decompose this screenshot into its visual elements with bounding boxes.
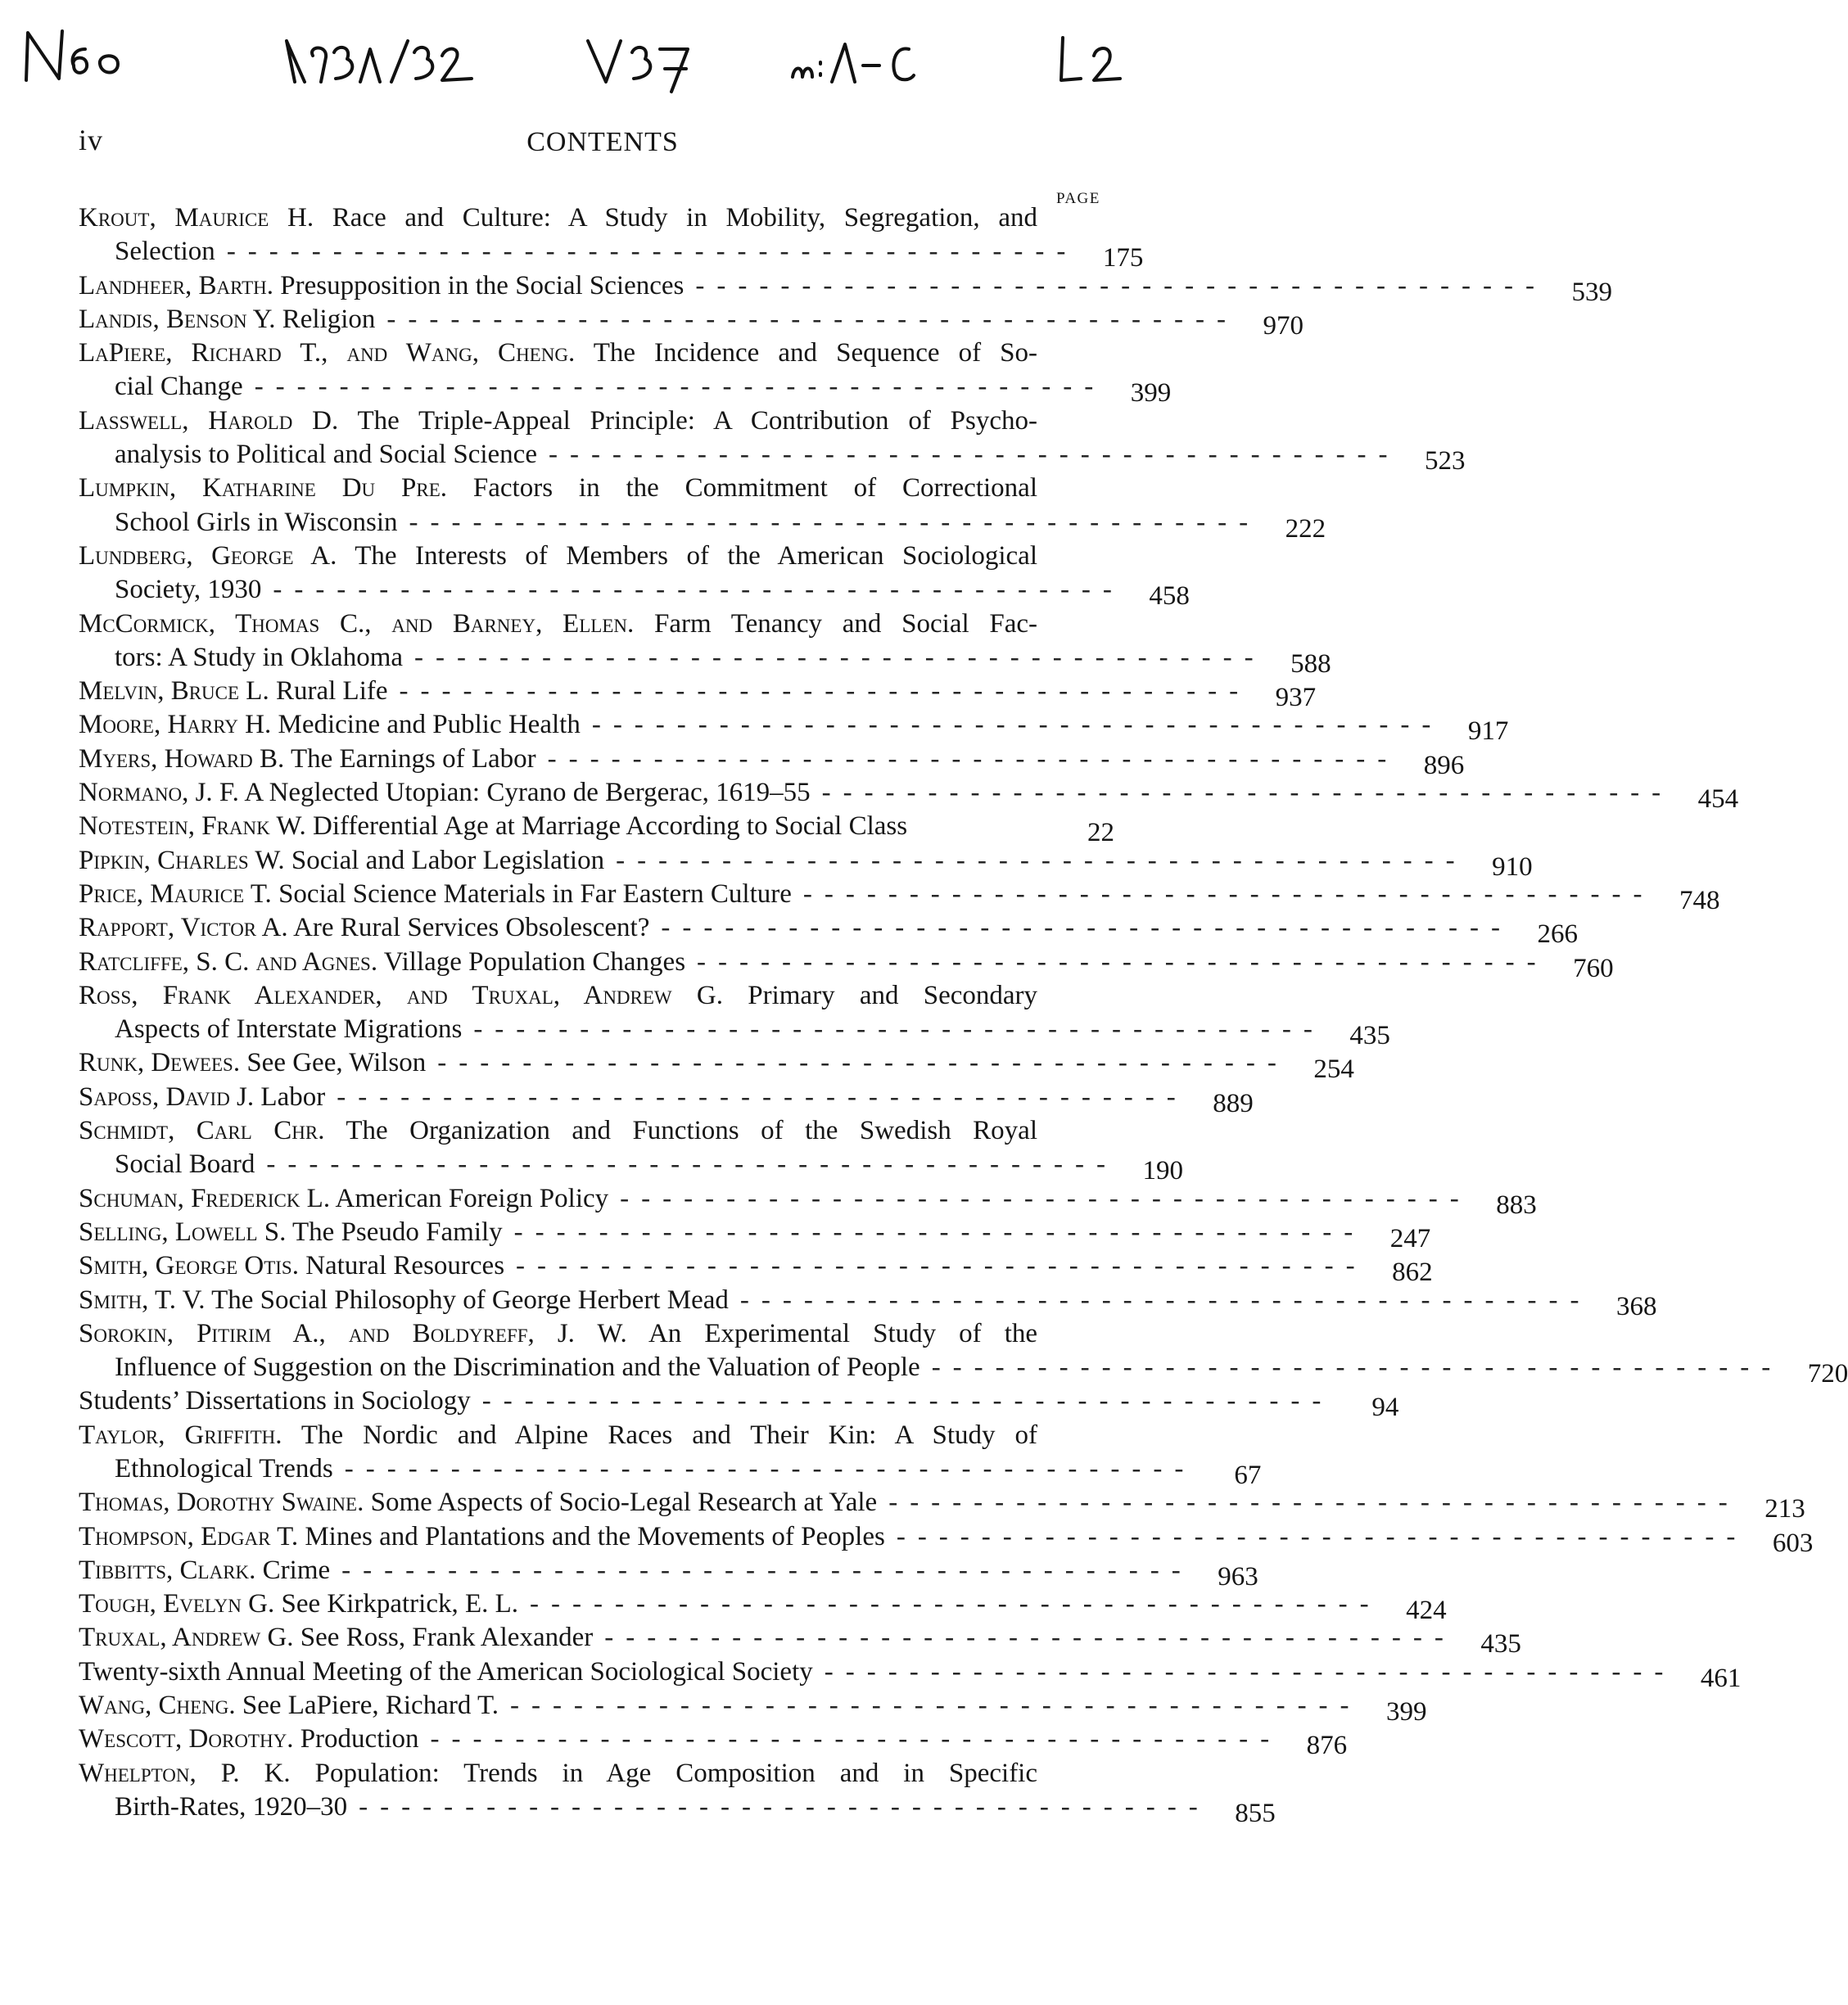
dot-leader: ---------------------------------------- <box>661 913 1512 943</box>
toc-entry <box>79 1419 1262 1490</box>
toc-page-number: 175 <box>1102 243 1144 273</box>
toc-title-line: Population: Trends in Age Composition and in Specific <box>314 1758 1037 1788</box>
toc-page-number: 760 <box>1573 953 1614 983</box>
dot-leader: ---------------------------------------- <box>437 1048 1289 1078</box>
toc-title-line: See LaPiere, Richard T. <box>242 1691 499 1721</box>
dot-leader: ---------------------------------------- <box>473 1014 1325 1045</box>
toc-page-number: 435 <box>1349 1021 1390 1051</box>
toc-title-line: Crime <box>262 1555 331 1585</box>
page-column-label: PAGE <box>1056 190 1100 207</box>
toc-title-line: tors: A Study in Oklahoma <box>115 642 404 672</box>
toc-entry <box>79 1655 1742 1693</box>
dot-leader: ---------------------------------------- <box>430 1724 1282 1754</box>
toc-title-line: Social Science Materials in Far Eastern Culture <box>278 878 792 909</box>
dot-leader: ---------------------------------------- <box>616 845 1467 875</box>
toc-page-number: 588 <box>1290 648 1331 679</box>
toc-title-line: Presupposition in the Social Sciences <box>280 270 685 300</box>
dot-leader: ---------------------------------------- <box>513 1217 1366 1247</box>
toc-entry <box>79 1081 1254 1118</box>
toc-page-number: 963 <box>1218 1561 1258 1592</box>
dot-leader: ---------------------------------------- <box>273 575 1124 605</box>
toc-page-number: 720 <box>1807 1359 1848 1389</box>
toc-author: LaPiere, Richard T., and Wang, Cheng. <box>79 338 576 368</box>
toc-entry <box>79 743 1465 780</box>
toc-page-number: 889 <box>1213 1088 1254 1118</box>
toc-title-line: Twenty-sixth Annual Meeting of the American Sociological Society <box>79 1656 813 1687</box>
toc-author: Landis, Benson Y. <box>79 304 276 334</box>
dot-leader: ---------------------------------------- <box>226 237 1078 267</box>
toc-title-line: See Ross, Frank Alexander <box>300 1623 594 1653</box>
toc-author: Runk, Dewees. <box>79 1048 241 1078</box>
toc-page-number: 368 <box>1615 1291 1657 1321</box>
page-number: iv <box>79 124 104 156</box>
dot-leader: ---------------------------------------- <box>386 304 1238 334</box>
toc-page-number: 254 <box>1313 1054 1354 1085</box>
dot-leader: ---------------------------------------- <box>409 507 1261 537</box>
toc-title-line: Are Rural Services Obsolescent? <box>293 913 650 943</box>
toc-entry <box>79 201 1144 273</box>
toc-author: Thompson, Edgar T. <box>79 1521 299 1551</box>
dot-leader: ---------------------------------------- <box>824 1656 1676 1687</box>
toc-page-number: 917 <box>1467 716 1509 747</box>
toc-entry <box>79 1384 1399 1423</box>
toc-author: Normano, J. F. <box>79 778 239 808</box>
toc-page-number: 748 <box>1679 885 1720 915</box>
toc-title-line: The Triple-Appeal Principle: A Contribution of Psycho- <box>357 405 1037 436</box>
dot-leader: ---------------------------------------- <box>591 710 1444 740</box>
dot-leader: ---------------------------------------- <box>344 1453 1196 1483</box>
dot-leader: ---------------------------------------- <box>695 270 1547 300</box>
toc-page-number: 22 <box>1087 818 1114 848</box>
toc-entry <box>79 878 1720 915</box>
toc-title-line: Selection <box>115 237 215 267</box>
toc-entry <box>79 336 1172 409</box>
toc-entry <box>79 303 1304 341</box>
toc-entry <box>79 675 1317 713</box>
toc-title-line: See Kirkpatrick, E. L. <box>281 1589 519 1619</box>
dot-leader: ---------------------------------------- <box>604 1623 1456 1653</box>
toc-page-number: 910 <box>1492 851 1533 882</box>
toc-title-line: Social Board <box>115 1149 255 1180</box>
toc-entry <box>79 404 1466 476</box>
dot-leader: ---------------------------------------- <box>341 1555 1193 1585</box>
toc-author: Saposs, David J. <box>79 1082 255 1112</box>
toc-entry <box>79 844 1533 882</box>
dot-leader: ---------------------------------------- <box>547 743 1399 774</box>
toc-page-number: 399 <box>1386 1697 1427 1727</box>
toc-author: Ross, Frank Alexander, and Truxal, Andrew G. <box>79 980 723 1010</box>
toc-page-number: 435 <box>1480 1629 1521 1660</box>
toc-entry <box>79 1046 1354 1085</box>
toc-page-number: 247 <box>1389 1223 1431 1253</box>
toc-page-number: 523 <box>1425 446 1466 476</box>
toc-title-line: The Nordic and Alpine Races and Their Kin: A Study of <box>300 1420 1038 1450</box>
toc-author: Schmidt, Carl Chr. <box>79 1116 325 1146</box>
toc-title-line: School Girls in Wisconsin <box>115 507 398 537</box>
dot-leader: ---------------------------------------- <box>530 1589 1381 1619</box>
toc-page-number: 883 <box>1496 1190 1537 1220</box>
toc-author: Landheer, Barth. <box>79 270 274 300</box>
toc-title-line: cial Change <box>115 372 243 402</box>
toc-page-number: 876 <box>1306 1731 1348 1761</box>
toc-title-line: Race and Culture: A Study in Mobility, Segregation, and <box>332 203 1037 233</box>
toc-author: Ratcliffe, S. C. and Agnes. <box>79 946 378 977</box>
dot-leader: ---------------------------------------- <box>266 1149 1118 1180</box>
toc-author: Truxal, Andrew G. <box>79 1623 294 1653</box>
toc-title-line: Some Aspects of Socio-Legal Research at Yale <box>370 1488 878 1518</box>
toc-page-number: 461 <box>1700 1663 1742 1693</box>
toc-title-line: Primary and Secondary <box>748 980 1038 1010</box>
toc-entry <box>79 540 1190 612</box>
toc-title-line: The Organization and Functions of the Swedish Royal <box>346 1116 1038 1146</box>
dot-leader: ---------------------------------------- <box>821 778 1674 808</box>
toc-page-number: 94 <box>1371 1393 1399 1423</box>
toc-title-line: Differential Age at Marriage According to Social Class <box>313 811 908 842</box>
toc-title-line: Factors in the Commitment of Correctional <box>472 473 1037 504</box>
toc-author: Lumpkin, Katharine Du Pre. <box>79 473 448 504</box>
toc-page-number: 970 <box>1263 310 1304 341</box>
dot-leader: ---------------------------------------- <box>802 878 1655 909</box>
dot-leader: ---------------------------------------- <box>896 1521 1748 1551</box>
toc-page-number: 222 <box>1285 513 1326 544</box>
toc-entry <box>79 979 1390 1051</box>
toc-author: Price, Maurice T. <box>79 878 272 909</box>
dot-leader: ---------------------------------------- <box>337 1082 1188 1112</box>
toc-author: Lundberg, George A. <box>79 540 337 571</box>
toc-author: Schuman, Frederick L. <box>79 1183 331 1213</box>
toc-title-line: analysis to Political and Social Science <box>115 440 537 470</box>
dot-leader: ---------------------------------------- <box>414 642 1266 672</box>
toc-title-line: Birth-Rates, 1920–30 <box>115 1791 348 1822</box>
toc-page-number: 399 <box>1130 378 1172 409</box>
toc-entry <box>79 472 1326 544</box>
toc-page-number: 213 <box>1764 1494 1805 1524</box>
toc-title-line: Social and Labor Legislation <box>291 845 605 875</box>
dot-leader: ---------------------------------------- <box>399 676 1251 707</box>
toc-page-number: 458 <box>1149 581 1190 612</box>
toc-title-line: Rural Life <box>275 676 388 707</box>
toc-page-number: 937 <box>1275 683 1317 713</box>
toc-author: Pipkin, Charles W. <box>79 845 285 875</box>
dot-leader: ---------------------------------------- <box>620 1183 1471 1213</box>
toc-title-line: Society, 1930 <box>115 575 262 605</box>
toc-page-number: 603 <box>1772 1528 1814 1558</box>
toc-title-line: The Earnings of Labor <box>290 743 536 774</box>
toc-entry <box>79 1587 1447 1626</box>
toc-title-line: Students’ Dissertations in Sociology <box>79 1386 471 1416</box>
toc-title-line: A Neglected Utopian: Cyrano de Bergerac, 1619–55 <box>244 778 811 808</box>
toc-page-number: 266 <box>1537 919 1578 950</box>
toc-title-line: Influence of Suggestion on the Discrimination and the Valuation of People <box>115 1352 920 1383</box>
toc-page-number: 67 <box>1234 1460 1262 1490</box>
toc-author: Notestein, Frank W. <box>79 811 306 842</box>
dot-leader: ---------------------------------------- <box>888 1488 1740 1518</box>
toc-author: Rapport, Victor A. <box>79 913 288 943</box>
toc-title-line: The Interests of Members of the American Sociological <box>355 540 1037 571</box>
handwritten-call-number <box>16 16 1179 106</box>
toc-title-line: The Social Philosophy of George Herbert Mead <box>211 1285 729 1315</box>
toc-author: Wang, Cheng. <box>79 1691 236 1721</box>
toc-entry <box>79 1284 1657 1321</box>
dot-leader: ---------------------------------------- <box>548 440 1400 470</box>
toc-title-line: American Foreign Policy <box>335 1183 609 1213</box>
toc-entry <box>79 1723 1348 1761</box>
toc-title-line: Labor <box>260 1082 326 1112</box>
toc-author: Tough, Evelyn G. <box>79 1589 275 1619</box>
toc-title-line: See Gee, Wilson <box>246 1048 427 1078</box>
toc-title-line: Mines and Plantations and the Movements of Peoples <box>305 1521 885 1551</box>
dot-leader: ---------------------------------------- <box>697 946 1548 977</box>
toc-author: Smith, T. V. <box>79 1285 206 1315</box>
toc-title-line: Religion <box>282 304 376 334</box>
toc-title-line: Farm Tenancy and Social Fac- <box>653 608 1038 639</box>
dot-leader: ---------------------------------------- <box>481 1386 1334 1416</box>
toc-author: Wescott, Dorothy. <box>79 1724 294 1754</box>
toc-entry <box>79 1216 1431 1253</box>
toc-entry <box>79 810 1114 848</box>
toc-author: Selling, Lowell S. <box>79 1217 287 1247</box>
toc-author: Taylor, Griffith. <box>79 1420 282 1450</box>
toc-entry <box>79 1114 1183 1186</box>
toc-entry <box>79 776 1739 815</box>
toc-entry <box>79 1520 1814 1558</box>
toc-page-number: 424 <box>1406 1596 1447 1626</box>
toc-entry <box>79 1182 1537 1220</box>
toc-author: Moore, Harry H. <box>79 710 272 740</box>
dot-leader: ---------------------------------------- <box>254 372 1106 402</box>
toc-author: Lasswell, Harold D. <box>79 405 339 436</box>
toc-title-line: Village Population Changes <box>383 946 686 977</box>
toc-page-number: 862 <box>1392 1258 1433 1288</box>
toc-entry <box>79 1689 1427 1727</box>
toc-entry <box>79 269 1612 307</box>
toc-entry <box>79 1621 1521 1660</box>
running-head: CONTENTS <box>526 127 679 157</box>
toc-entry <box>79 911 1578 950</box>
toc-author: Krout, Maurice H. <box>79 203 314 233</box>
toc-page-number: 855 <box>1235 1798 1276 1828</box>
toc-entry <box>79 1317 1848 1389</box>
toc-entry <box>79 1486 1805 1524</box>
toc-title-line: Natural Resources <box>305 1251 505 1281</box>
toc-entry <box>79 1554 1258 1592</box>
toc-title-line: Production <box>300 1724 419 1754</box>
toc-entry <box>79 607 1331 679</box>
toc-page-number: 190 <box>1142 1156 1183 1186</box>
dot-leader: ---------------------------------------- <box>931 1352 1783 1383</box>
toc-title-line: Ethnological Trends <box>115 1453 333 1483</box>
dot-leader: ---------------------------------------- <box>739 1285 1592 1315</box>
dot-leader: ---------------------------------------- <box>509 1691 1362 1721</box>
dot-leader: ---------------------------------------- <box>359 1791 1210 1822</box>
toc-author: Sorokin, Pitirim A., and Boldyreff, J. W. <box>79 1318 627 1348</box>
toc-entry <box>79 708 1509 747</box>
toc-page-number: 896 <box>1423 750 1465 780</box>
toc-author: McCormick, Thomas C., and Barney, Ellen. <box>79 608 635 639</box>
toc-title-line: The Incidence and Sequence of So- <box>593 338 1037 368</box>
toc-page-number: 539 <box>1571 277 1612 307</box>
toc-author: Smith, George Otis. <box>79 1251 299 1281</box>
toc-author: Thomas, Dorothy Swaine. <box>79 1488 364 1518</box>
dot-leader: ---------------------------------------- <box>516 1251 1367 1281</box>
toc-title-line: Aspects of Interstate Migrations <box>115 1014 463 1045</box>
toc-page-number: 454 <box>1697 784 1739 815</box>
toc-entry <box>79 1757 1276 1828</box>
toc-author: Whelpton, P. K. <box>79 1758 291 1788</box>
toc-entry <box>79 946 1614 983</box>
toc-title-line: An Experimental Study of the <box>648 1318 1038 1348</box>
toc-author: Tibbitts, Clark. <box>79 1555 256 1585</box>
toc-title-line: Medicine and Public Health <box>278 710 581 740</box>
toc-entry <box>79 1249 1433 1288</box>
toc-author: Myers, Howard B. <box>79 743 285 774</box>
toc-author: Melvin, Bruce L. <box>79 676 269 707</box>
table-of-contents <box>79 201 1848 1828</box>
toc-title-line: The Pseudo Family <box>292 1217 503 1247</box>
